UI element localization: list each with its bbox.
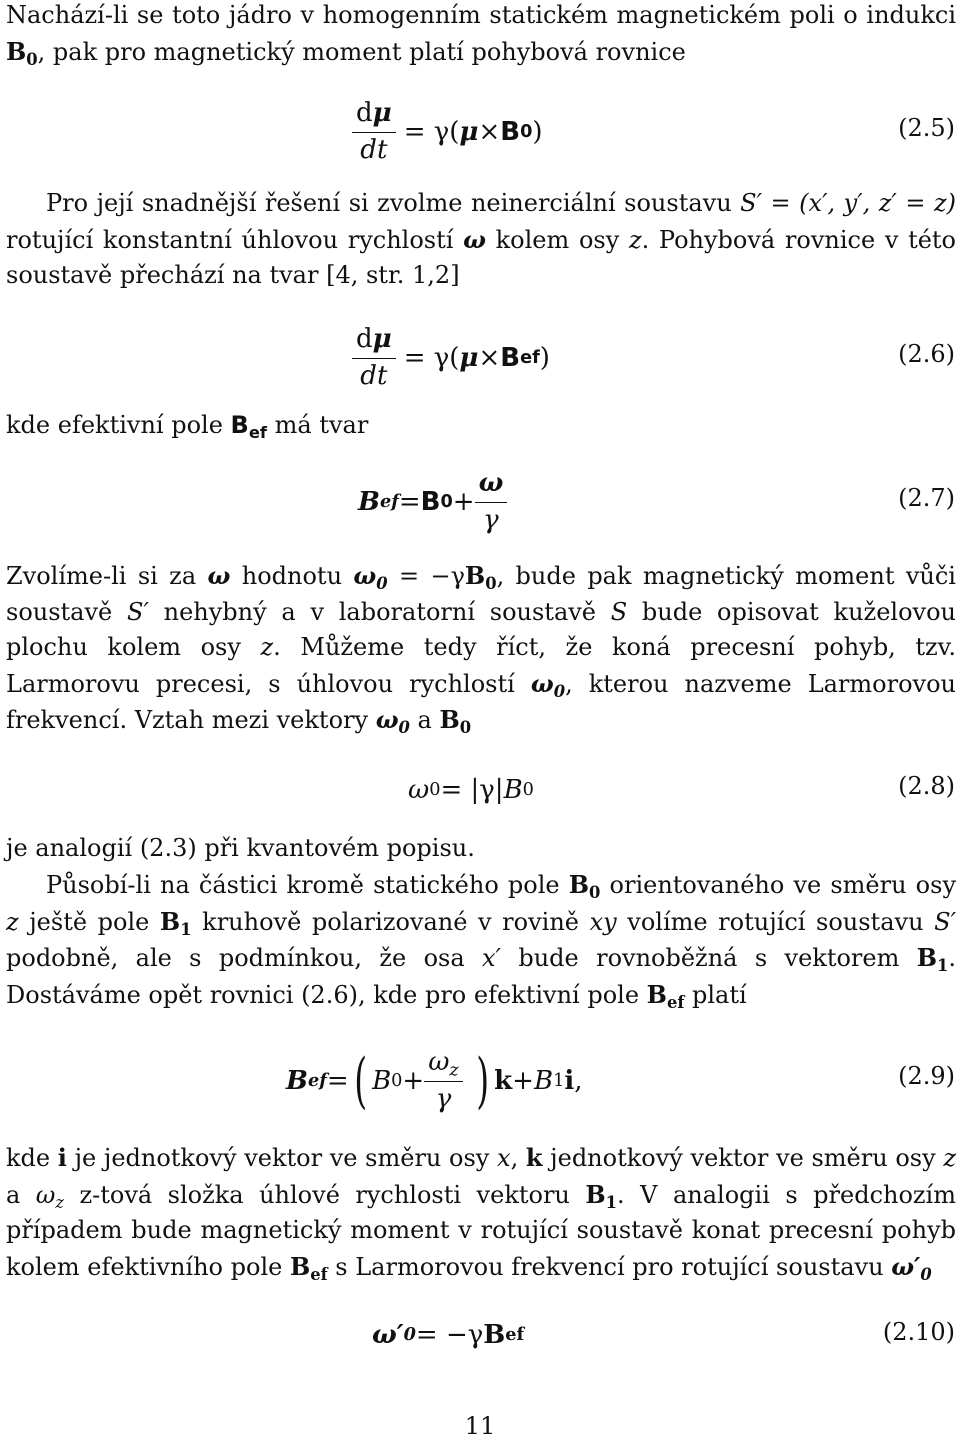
equation-number: (2.5) (898, 114, 955, 142)
equation-2-5 (0, 92, 960, 172)
fraction: $\frac{d\mu}{dt}$ (352, 326, 396, 390)
label-effective-field: kde efektivní pole $B_{ef}$ má tvar (6, 411, 369, 443)
equation-2-7 (0, 462, 960, 542)
paragraph-intro (6, 0, 956, 70)
equation-number: (2.6) (898, 340, 955, 368)
paragraph-analogy: je analogií (2.3) při kvantovém popisu. (6, 834, 475, 862)
paragraph-unit-vectors: kde i je jednotkový vektor ve směru osy x, k jednotkový vektor ve směru osy z a $\omega_z$ z-tová složka úhlové rychlosti vektoru $B_1$. V analogii s předchozím případem bude magnetický moment v rotující soustavě konat precesní pohyb kolem efektivního pole $B_{ef}$ s Larmorovou frekvencí pro rotující soustavu $\omega'_0$ (6, 1143, 956, 1284)
symbol-b0: $B_0$ (6, 36, 38, 69)
fraction: $\frac{d\mu}{dt}$ (352, 100, 396, 164)
paragraph-larmor: Zvolíme-li si za ω hodnotu $\omega_0 = -\gamma B_0$, bude pak magnetický moment vůči soustavě S′ nehybný a v laboratorní soustavě S bude opisovat kuželovou plochu kolem osy z. Můžeme tedy říct, že koná precesní pohyb, tzv. Larmorovu precesi, s úhlovou rychlostí $\omega_0$, kterou nazveme Larmorovou frekvencí. Vztah mezi vektory $\omega_0$ a $B_0$ (6, 561, 957, 738)
equation-number: (2.10) (882, 1318, 955, 1346)
paragraph-rotating-field: Působí-li na částici kromě statického pole $B_0$ orientovaného ve směru osy z ještě pole $B_1$ kruhově polarizované v rovině xy volíme rotující soustavu S′ podobně, ale s podmínkou, že osa x′ bude rovnoběžná s vektorem $B_1$. Dostáváme opět rovnici (2.6), kde pro efektivní pole $B_{ef}$ platí (6, 870, 957, 1012)
equation-body: B ef = ( B 0 + $\frac{\omega_z}{\gamma}$ ) k + B 1 i , (286, 1046, 583, 1116)
equation-body: ω 0 = |γ| B 0 (408, 775, 534, 805)
equation-number: (2.9) (898, 1062, 955, 1090)
text: , pak pro magnetický moment platí pohybová rovnice (37, 37, 686, 66)
page-number: 11 (464, 1412, 496, 1440)
equation-2-9 (0, 1036, 960, 1126)
equation-2-8 (0, 768, 960, 812)
text: Nachází-li se toto jádro v homogenním statickém magnetickém poli o indukci (6, 1, 956, 29)
equation-2-6 (0, 318, 960, 398)
fraction: $\frac{\omega}{\gamma}$ (475, 470, 508, 534)
fraction: $\frac{\omega_z}{\gamma}$ (424, 1049, 463, 1113)
equation-number: (2.7) (898, 484, 955, 512)
equation-body: $\frac{d\mu}{dt}$ = γ( μ × B ef ) (352, 318, 550, 398)
equation-body: B ef = B 0 + $\frac{\omega}{\gamma}$ (358, 462, 515, 542)
equation-body: $\frac{d\mu}{dt}$ = γ( μ × B 0 ) (352, 92, 543, 172)
paragraph-rotating-frame: Pro její snadnější řešení si zvolme neinerciální soustavu S′ = (x′, y′, z′ = z) rotující konstantní úhlovou rychlostí ω kolem osy z. Pohybová rovnice v této soustavě přechází na tvar [4, str. 1,2] (6, 189, 957, 289)
equation-body: ω′ 0 = −γ B ef (372, 1320, 525, 1350)
equation-2-10 (0, 1312, 960, 1358)
equation-number: (2.8) (898, 772, 955, 800)
